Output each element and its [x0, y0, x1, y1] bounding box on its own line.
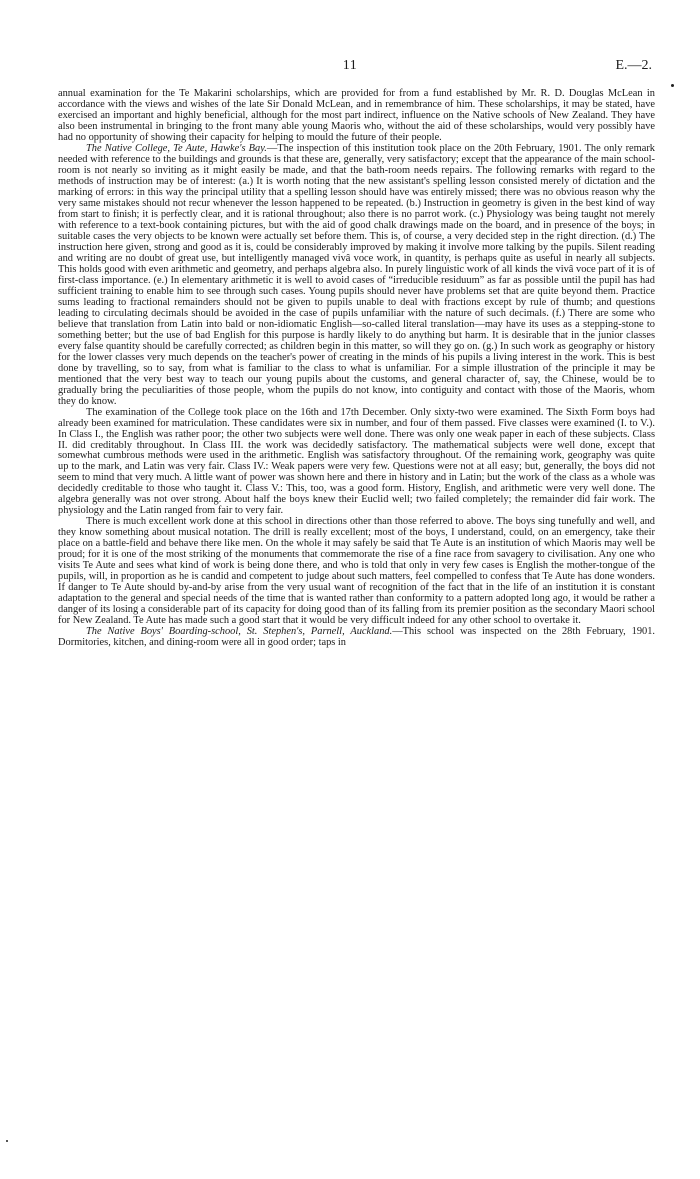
- margin-dot: [671, 84, 674, 87]
- paragraph-other-work: [58, 516, 655, 626]
- paragraph-scholarships: [58, 88, 655, 143]
- paragraph-college-examination: [58, 407, 655, 517]
- body-text: [58, 88, 655, 648]
- paragraph-text: The examination of the College took place on the 16th and 17th December. Only sixty-two were examined. The Sixth Form boys had already been examined for matriculation. These candidates were six in number, and four of them passed. Five classes were examined (I. to V.). In Class I., the English was rather poor; the other two subjects were well done. There was only one weak paper in each of these subjects. Class II. did creditably throughout. In Class III. the work was decidedly satisfactory. The mathematical subjects were well done, except that somewhat cumbrous methods were used in the arithmetic. English was satisfactory throughout. Of the remaining work, geography was quite up to the mark, and Latin was very fair. Class IV.: Weak papers were very few. Questions were not at all easy; but, generally, the boys did not seem to mind that very much. A little want of power was shown here and there in history and in Latin; but the work of the class as a whole was decidedly creditable to those who taught it. Class V.: This, too, was a good form. History, English, and arithmetic were very well done. The algebra generally was not over strong. About half the boys knew their Euclid well; two failed completely; the remainder did fair work. The physiology and the Latin ranged from fair to very fair.: [58, 406, 655, 517]
- margin-mark: [6, 1140, 8, 1142]
- paragraph-te-aute-inspection: [58, 143, 655, 407]
- paragraph-text: There is much excellent work done at this school in directions other than those referred to above. The boys sing tunefully and well, and they know something about musical notation. The drill is really excellent; most of the boys, I understand, could, on an emergency, take their place on a battle-field and behave there like men. On the whole it may safely be said that Te Aute is an institution of which Maoris may well be proud; for it is one of the most striking of the monuments that commemorate the rise of a fine race from savagery to civilisation. Any one who visits Te Aute and sees what kind of work is being done there, and who is told that only in very few cases is English the mother-tongue of the pupils, will, in proportion as he is candid and competent to judge about such matters, feel compelled to confess that Te Aute has done wonders. If danger to Te Aute should by-and-by arise from the very usual want of recognition of the fact that in the life of an institution it is constant adaptation to the general and special needs of the time that is wanted rather than conformity to a pattern adopted long ago, it would be rather a danger of its losing a considerable part of its capacity for doing good than of its falling from its premier position as the secondary Maori school for New Zealand. Te Aute has made such a good start that it would be very difficult indeed for any other school to overtake it.: [58, 516, 655, 627]
- paragraph-text: —This school was inspected on the 28th February, 1901. Dormitories, kitchen, and dining-room were all in good order; taps in: [58, 626, 655, 649]
- section-heading-st-stephens: The Native Boys' Boarding-school, St. Stephen's, Parnell, Auckland.: [86, 626, 393, 638]
- report-code: E.—2.: [615, 58, 652, 73]
- paragraph-text: annual examination for the Te Makarini scholarships, which are provided for from a fund established by Mr. R. D. Douglas McLean in accordance with the views and wishes of the late Sir Donald McLean, and in remembrance of him. These scholarships, it may be stated, have exercised an important and highly beneficial, although for the most part indirect, influence on the Native schools of New Zealand. They have also been instrumental in bringing to the front many able young Maoris who, without the aid of these scholarships, would very possibly have had no opportunity of showing their capacity for helping to mould the future of their people.: [58, 88, 655, 143]
- paragraph-text: —The inspection of this institution took place on the 20th February, 1901. The only remark needed with reference to the buildings and grounds is that these are, generally, very satisfactory; except that the appearance of the main school-room is not nearly so inviting as it might easily be made, and that the bath-room needs repairs. The following remarks with regard to the methods of instruction may be of interest: (a.) It is worth noting that the new assistant's spelling lesson consisted merely of dictation and the marking of errors: in this way the principal utility that a spelling lesson should have was entirely missed; there was no obvious reason why the very same mistakes should not recur whenever the lesson happened to be repeated. (b.) Instruction in geometry is given in the best kind of way from start to finish; it is perfectly clear, and it is rational throughout; also there is no parrot work. (c.) Physiology was being taught not merely with reference to a text-book containing pictures, but with the aid of good chalk drawings made on the board, and in presence of the boys; in suitable cases the very objects to be known were actually set before them. This is, of course, a very decided step in the right direction. (d.) The instruction here given, strong and good as it is, could be considerably improved by making it involve more talking by the pupils. Silent reading and writing are no doubt of great use, but intelligently managed vivâ voce work, in quantity, is perhaps quite as useful in nearly all subjects. This holds good with even arithmetic and geometry, and perhaps algebra also. In purely linguistic work of all kinds the vivâ voce part of it is of first-class importance. (e.) In elementary arithmetic it is well to avoid cases of “irreducible residuum” as far as possible until the pupil has had sufficient training to enable him to see through such cases. Young pupils should never have problems set that are quite beyond them. Practice sums leading to fractional remainders should not be given to pupils unable to deal with fractions except by rule of thumb; and questions leading to circulating decimals should be avoided in the case of pupils unfamiliar with the nature of such decimals. (f.) There are some who believe that translation from Latin into bald or non-idiomatic English—so-called literal translation—may have its uses as a stepping-stone to something better; but the use of bad English for this purpose is hardly likely to do anything but harm. It is desirable that in the junior classes every false quantity should be carefully corrected; as children begin in this matter, so will they go on. (g.) In such work as geography or history for the lower classes very much depends on the teacher's power of creating in the minds of his pupils a living interest in the work. This is best done by travelling, so to say, from what is familiar to the class to what is unfamiliar. For a simple illustration of the principle it may be mentioned that the very best way to teach our young pupils about the customs, and general character of, say, the Chinese, would be to gradually bring the peculiarities of those people, whom the pupils do not know, into contiguity and contact with those of the Maoris, whom they do know.: [58, 142, 655, 407]
- paragraph-st-stephens: [58, 626, 655, 648]
- page-number: 11: [342, 58, 358, 73]
- section-heading-te-aute: The Native College, Te Aute, Hawke's Bay.: [86, 142, 267, 154]
